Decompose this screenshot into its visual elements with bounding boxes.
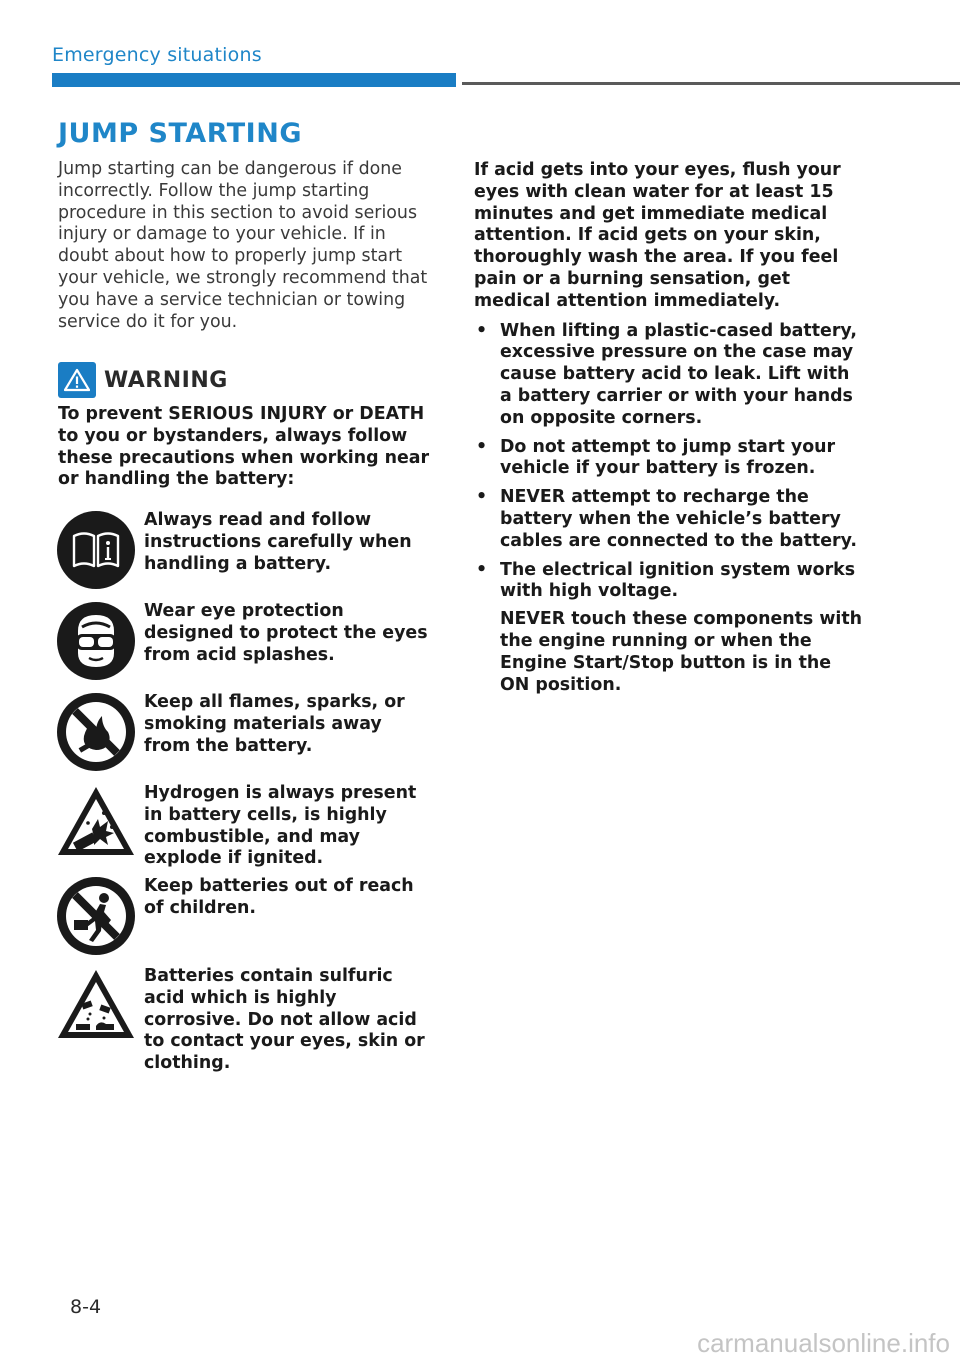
watermark: carmanualsonline.info [697,1328,950,1358]
precaution-item [56,876,436,956]
bullet-item [474,437,864,481]
bullet-text: When lifting a plastic-cased battery, excessive pressure on the case may cause battery acid to leak. Lift with a battery carrier or with your hands on opposite corners. [500,320,857,428]
precaution-text: Keep all flames, sparks, or smoking materials away from the battery. [144,692,405,756]
precaution-text: Keep batteries out of reach of children. [144,876,414,918]
precaution-item [56,966,436,1075]
no-flames-icon [56,692,136,772]
bullet-subtext: NEVER touch these components with the engine running or when the Engine Start/Stop button is in the ON position. [500,609,863,695]
corrosive-hazard-icon [56,966,136,1046]
bullet-item [474,560,864,697]
precaution-bullets [474,321,864,697]
warning-triangle-icon [58,362,96,398]
bullet-item [474,487,864,552]
acid-first-aid-paragraph: If acid gets into your eyes, flush your eyes with clean water for at least 15 minutes and get immediate medical attention. If acid gets on your skin, thoroughly wash the area. If you feel pain or a burning sensation, get medical attention immediately. [474,160,841,311]
intro-paragraph: Jump starting can be dangerous if done incorrectly. Follow the jump starting procedure in this section to avoid serious injury or damage to your vehicle. If in doubt about how to properly jump start your vehicle, we strongly recommend that you have a service technician or towing service do it for you. [58,159,428,332]
precaution-item [56,510,436,590]
bullet-dot: • [476,320,488,341]
bullet-dot: • [476,436,488,457]
bullet-text: NEVER attempt to recharge the battery when the vehicle’s battery cables are connected to the battery. [500,487,857,551]
bullet-item [474,321,864,430]
precaution-text: Hydrogen is always present in battery cells, is highly combustible, and may explode if ignited. [144,783,417,869]
read-manual-icon [56,510,136,590]
keep-away-children-icon [56,876,136,956]
bullet-dot: • [476,487,488,508]
warning-heading [58,362,228,398]
eye-protection-icon [56,601,136,681]
page-number: 8-4 [70,1296,102,1318]
right-column [474,160,864,703]
page-title: JUMP STARTING [58,118,302,149]
header-bar [52,73,456,87]
precaution-item [56,601,436,681]
warning-label: WARNING [104,367,228,393]
section-title: Emergency situations [52,44,262,66]
header-divider [462,82,960,85]
explosion-hazard-icon [56,783,136,863]
precaution-text: Wear eye protection designed to protect the eyes from acid splashes. [144,601,428,665]
warning-intro: To prevent SERIOUS INJURY or DEATH to you or bystanders, always follow these precautions when working near or handling the battery: [58,404,430,490]
precaution-item [56,783,436,870]
bullet-text: Do not attempt to jump start your vehicle if your battery is frozen. [500,436,836,479]
precaution-text: Batteries contain sulfuric acid which is highly corrosive. Do not allow acid to contact your eyes, skin or clothing. [144,966,425,1074]
bullet-dot: • [476,559,488,580]
precaution-item [56,692,436,772]
precaution-text: Always read and follow instructions carefully when handling a battery. [144,510,412,574]
bullet-text: The electrical ignition system works with high voltage. [500,559,856,602]
